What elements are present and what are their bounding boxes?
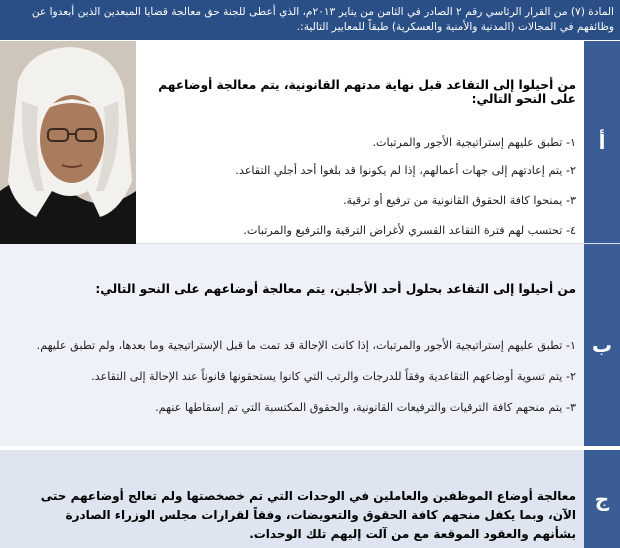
- section-a-item-1: ١- تطبق عليهم إستراتيجية الأجور والمرتبات.: [372, 136, 576, 149]
- section-c: [0, 450, 620, 548]
- section-a: [0, 41, 620, 244]
- section-b-item-1: ١- تطبق عليهم إستراتيجية الأجور والمرتبات، إذا كانت الإحالة قد تمت ما قبل الإستراتيجية وما بعدها، ولم تطبق عليهم.: [36, 339, 576, 352]
- header-text: المادة (٧) من القرار الرئاسي رقم ٢ الصادر في الثامن من يناير ٢٠١٣م، الذي أعطى للجنة حق معالجة قضايا المبعدين الذين أبعدوا عن وظائفهم في المجالات (المدنية والأمنية والعسكرية) طبقاً للمعايير التالية:.: [31, 6, 614, 33]
- section-b-letter: ب: [584, 244, 620, 446]
- section-a-item-2: ٢- يتم إعادتهم إلى جهات أعمالهم، إذا لم يكونوا قد بلغوا أحد أجلي التقاعد.: [235, 164, 576, 177]
- header-banner: [0, 0, 620, 40]
- section-a-item-3: ٣- يمنحوا كافة الحقوق القانونية من ترفيع أو ترقية.: [342, 194, 576, 207]
- section-a-item-4: ٤- تحتسب لهم فترة التقاعد القسري لأغراض الترقية والترفيع والمرتبات.: [243, 224, 576, 237]
- portrait-image: [0, 41, 136, 244]
- section-a-letter: أ: [584, 41, 620, 243]
- section-b-content: [6, 282, 576, 432]
- portrait-photo: [0, 41, 136, 244]
- section-a-heading: من أحيلوا إلى التقاعد قبل نهاية مدتهم القانونية، يتم معالجة أوضاعهم على النحو التالي:: [158, 78, 576, 106]
- section-b: [0, 244, 620, 446]
- section-b-item-2: ٢- يتم تسوية أوضاعهم التقاعدية وفقاً للدرجات والرتب التي كانوا يستحقونها قانوناً عند الإحالة إلى التقاعد.: [91, 370, 576, 383]
- section-b-heading: من أحيلوا إلى التقاعد بحلول أحد الأجلين، يتم معالجة أوضاعهم على النحو التالي:: [95, 282, 576, 296]
- section-c-text: معالجة أوضاع الموظفين والعاملين في الوحدات التي تم خصخصتها ولم تعالج أوضاعهم حتى الآن، وبما يكفل منحهم كافة الحقوق والتعويضات، وفقاً لقرارات مجلس الوزراء الصادرة بشأنهم والعقود الموقعة مع من آلت إليهم تلك الوحدات.: [40, 489, 576, 541]
- section-a-content: [146, 78, 576, 243]
- section-b-item-3: ٣- يتم منحهم كافة الترقيات والترفيعات القانونية، والحقوق المكتسبة التي تم إسقاطها عنهم.: [155, 401, 576, 414]
- section-c-letter: ج: [584, 450, 620, 548]
